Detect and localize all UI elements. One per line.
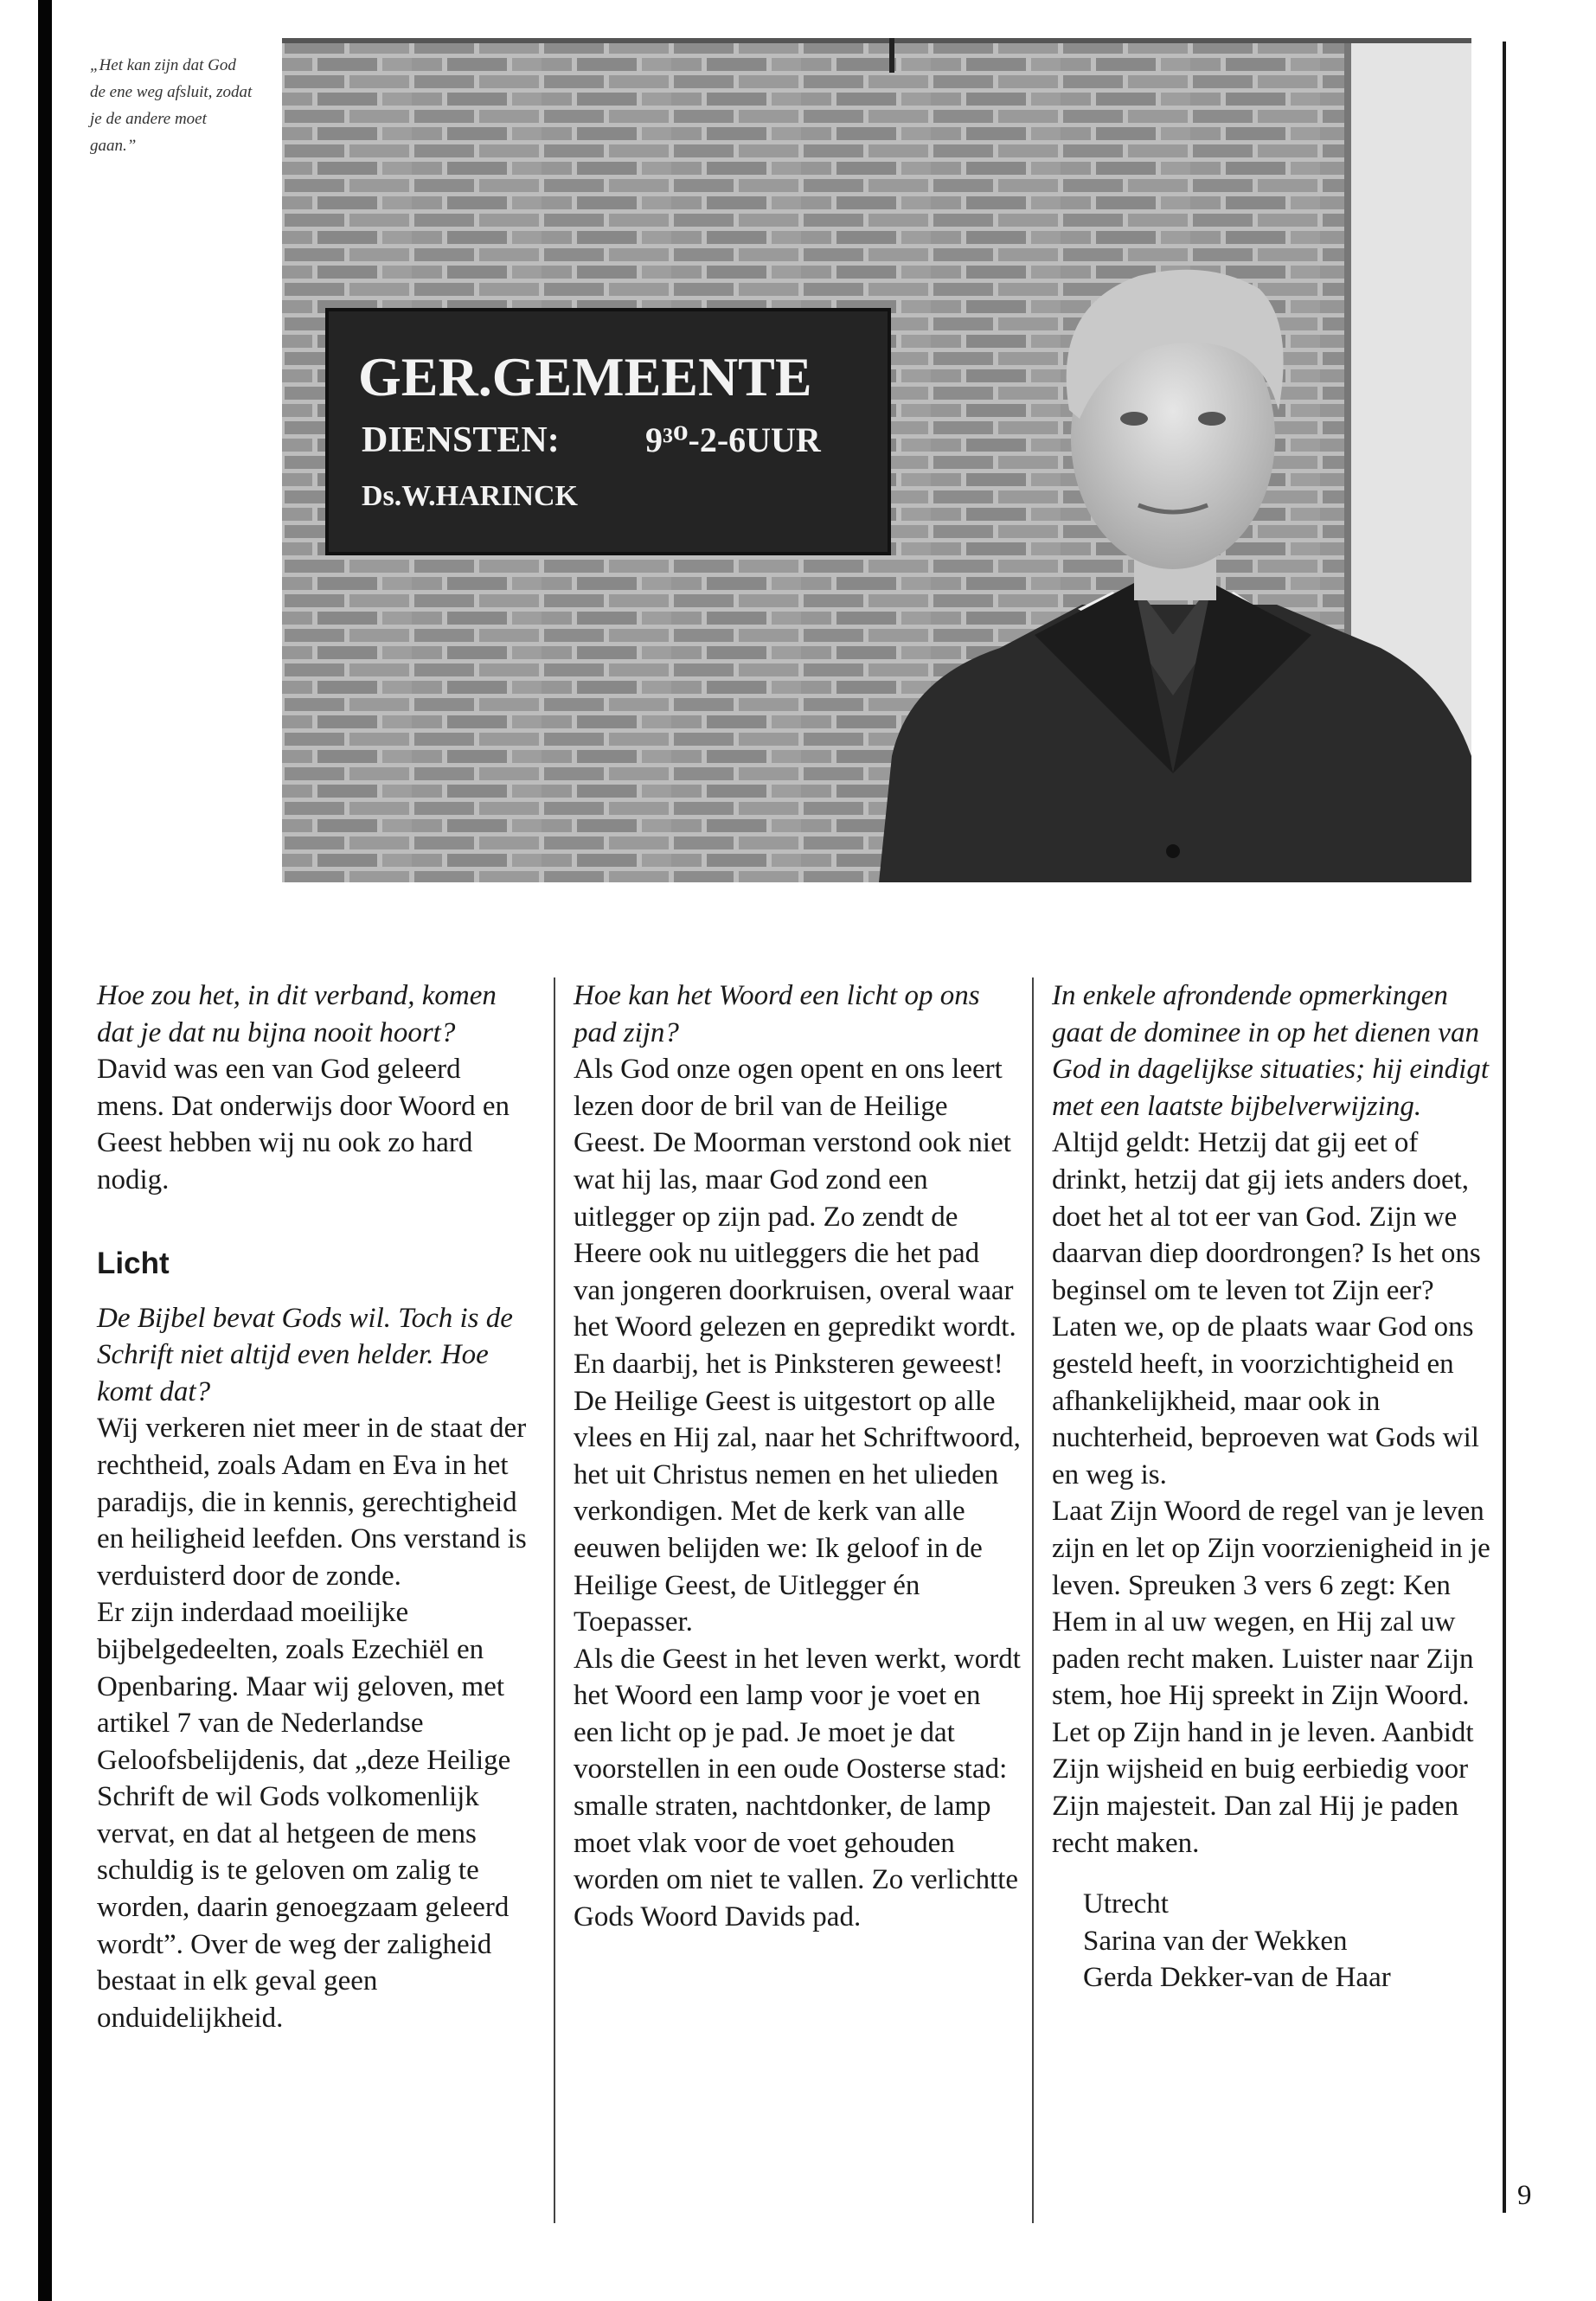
interview-question: De Bijbel bevat Gods wil. Toch is de Schrift niet altijd even helder. Hoe komt dat? <box>97 1302 513 1407</box>
paragraph: Altijd geldt: Hetzij dat gij eet of drinkt, hetzij dat gij iets anders doet, doet het al tot eer van God. Zijn we daarvan diep doordrongen? Is het ons beginsel om te leven tot Zijn eer? Laten we, op de plaats waar God ons gesteld heeft, in voorzichtigheid en afhankelijkheid, maar ook in nuchterheid, beproeven wat Gods wil en weg is. <box>1052 1127 1481 1490</box>
paragraph: Wij verkeren niet meer in de staat der rechtheid, zoals Adam en Eva in het paradijs, die in kennis, gerechtigheid en heiligheid leefden. Ons verstand is verduisterd door de zonde. <box>97 1413 527 1592</box>
paragraph: Als God onze ogen opent en ons leert lezen door de bril van de Heilige Geest. De Moorman verstond ook niet wat hij las, maar God zond een uitlegger op zijn pad. Zo zendt de Heere ook nu uitleggers die het pad van jongeren doorkruisen, overal waar het Woord gelezen en gepredikt wordt. <box>574 1054 1016 1343</box>
paragraph: Als die Geest in het leven werkt, wordt het Woord een lamp voor je voet en een licht op je pad. Je moet je dat voorstellen in een oude Oosterse stad: smalle straten, nachtdonker, de lamp moet vlak voor de voet gehouden worden om niet te vallen. Zo verlichtte Gods Woord Davids pad. <box>574 1643 1021 1932</box>
sign-line-services: DIENSTEN: <box>362 420 560 460</box>
section-heading-licht: Licht <box>97 1246 170 1280</box>
interview-question: Hoe kan het Woord een licht op ons pad zijn? <box>574 980 980 1048</box>
interview-question: Hoe zou het, in dit verband, komen dat je dat nu bijna nooit hoort? <box>97 980 497 1048</box>
sign-service-times: 9³⁰-2-6UUR <box>645 420 821 459</box>
paragraph: David was een van God geleerd mens. Dat onderwijs door Woord en Geest hebben wij nu ook zo hard nodig. <box>97 1054 510 1195</box>
signature-author: Gerda Dekker-van de Haar <box>1083 1962 1391 1994</box>
signature-place: Utrecht <box>1083 1888 1169 1920</box>
page-number: 9 <box>1517 2180 1532 2211</box>
photo-church-sign <box>282 38 1471 882</box>
paragraph: Laat Zijn Woord de regel van je leven zijn en let op Zijn voorzienigheid in je leven. Spreuken 3 vers 6 zegt: Ken Hem in al uw wegen, en Hij zal uw paden recht maken. Luister naar Zijn stem, hoe Hij spreekt in Zijn Woord. Let op Zijn hand in je leven. Aanbidt Zijn wijsheid en buig eerbiedig voor Zijn majesteit. Dan zal Hij je paden recht maken. <box>1052 1496 1490 1859</box>
article-column-3 <box>1052 977 1493 1997</box>
photo-illustration <box>282 38 1471 882</box>
column-divider <box>554 977 555 2223</box>
photo-caption-quote: „Het kan zijn dat God de ene weg afsluit, zodat je de andere moet gaan.” <box>90 56 253 155</box>
author-signature <box>1052 1886 1493 1997</box>
sign-line-church: GER.GEMEENTE <box>358 346 812 407</box>
column-divider <box>1032 977 1034 2223</box>
right-rule <box>1503 42 1506 2213</box>
article-column-2 <box>574 977 1023 1935</box>
sign-line-minister: Ds.W.HARINCK <box>362 480 579 512</box>
paragraph: Er zijn inderdaad moeilijke bijbelgedeelten, zoals Ezechiël en Openbaring. Maar wij geloven, met artikel 7 van de Nederlandse Geloofsbelijdenis, dat „deze Heilige Schrift de wil Gods volkomenlijk vervat, en dat al hetgeen de mens schuldig is te geloven om zalig te worden, daarin genoegzaam geleerd wordt”. Over de weg der zaligheid bestaat in elk geval geen onduidelijkheid. <box>97 1597 511 2034</box>
page-edge <box>38 0 52 2301</box>
interview-question: In enkele afrondende opmerkingen gaat de dominee in op het dienen van God in dagelijkse situaties; hij eindigt met een laatste bijbelverwijzing. <box>1052 980 1490 1122</box>
paragraph: En daarbij, het is Pinksteren geweest! De Heilige Geest is uitgestort op alle vlees en Hij zal, naar het Schriftwoord, het uit Christus nemen en het ulieden verkondigen. Met de kerk van alle eeuwen belijden we: Ik geloof in de Heilige Geest, de Uitlegger én Toepasser. <box>574 1348 1021 1638</box>
article-column-1 <box>97 977 529 2036</box>
signature-author: Sarina van der Wekken <box>1083 1925 1348 1957</box>
